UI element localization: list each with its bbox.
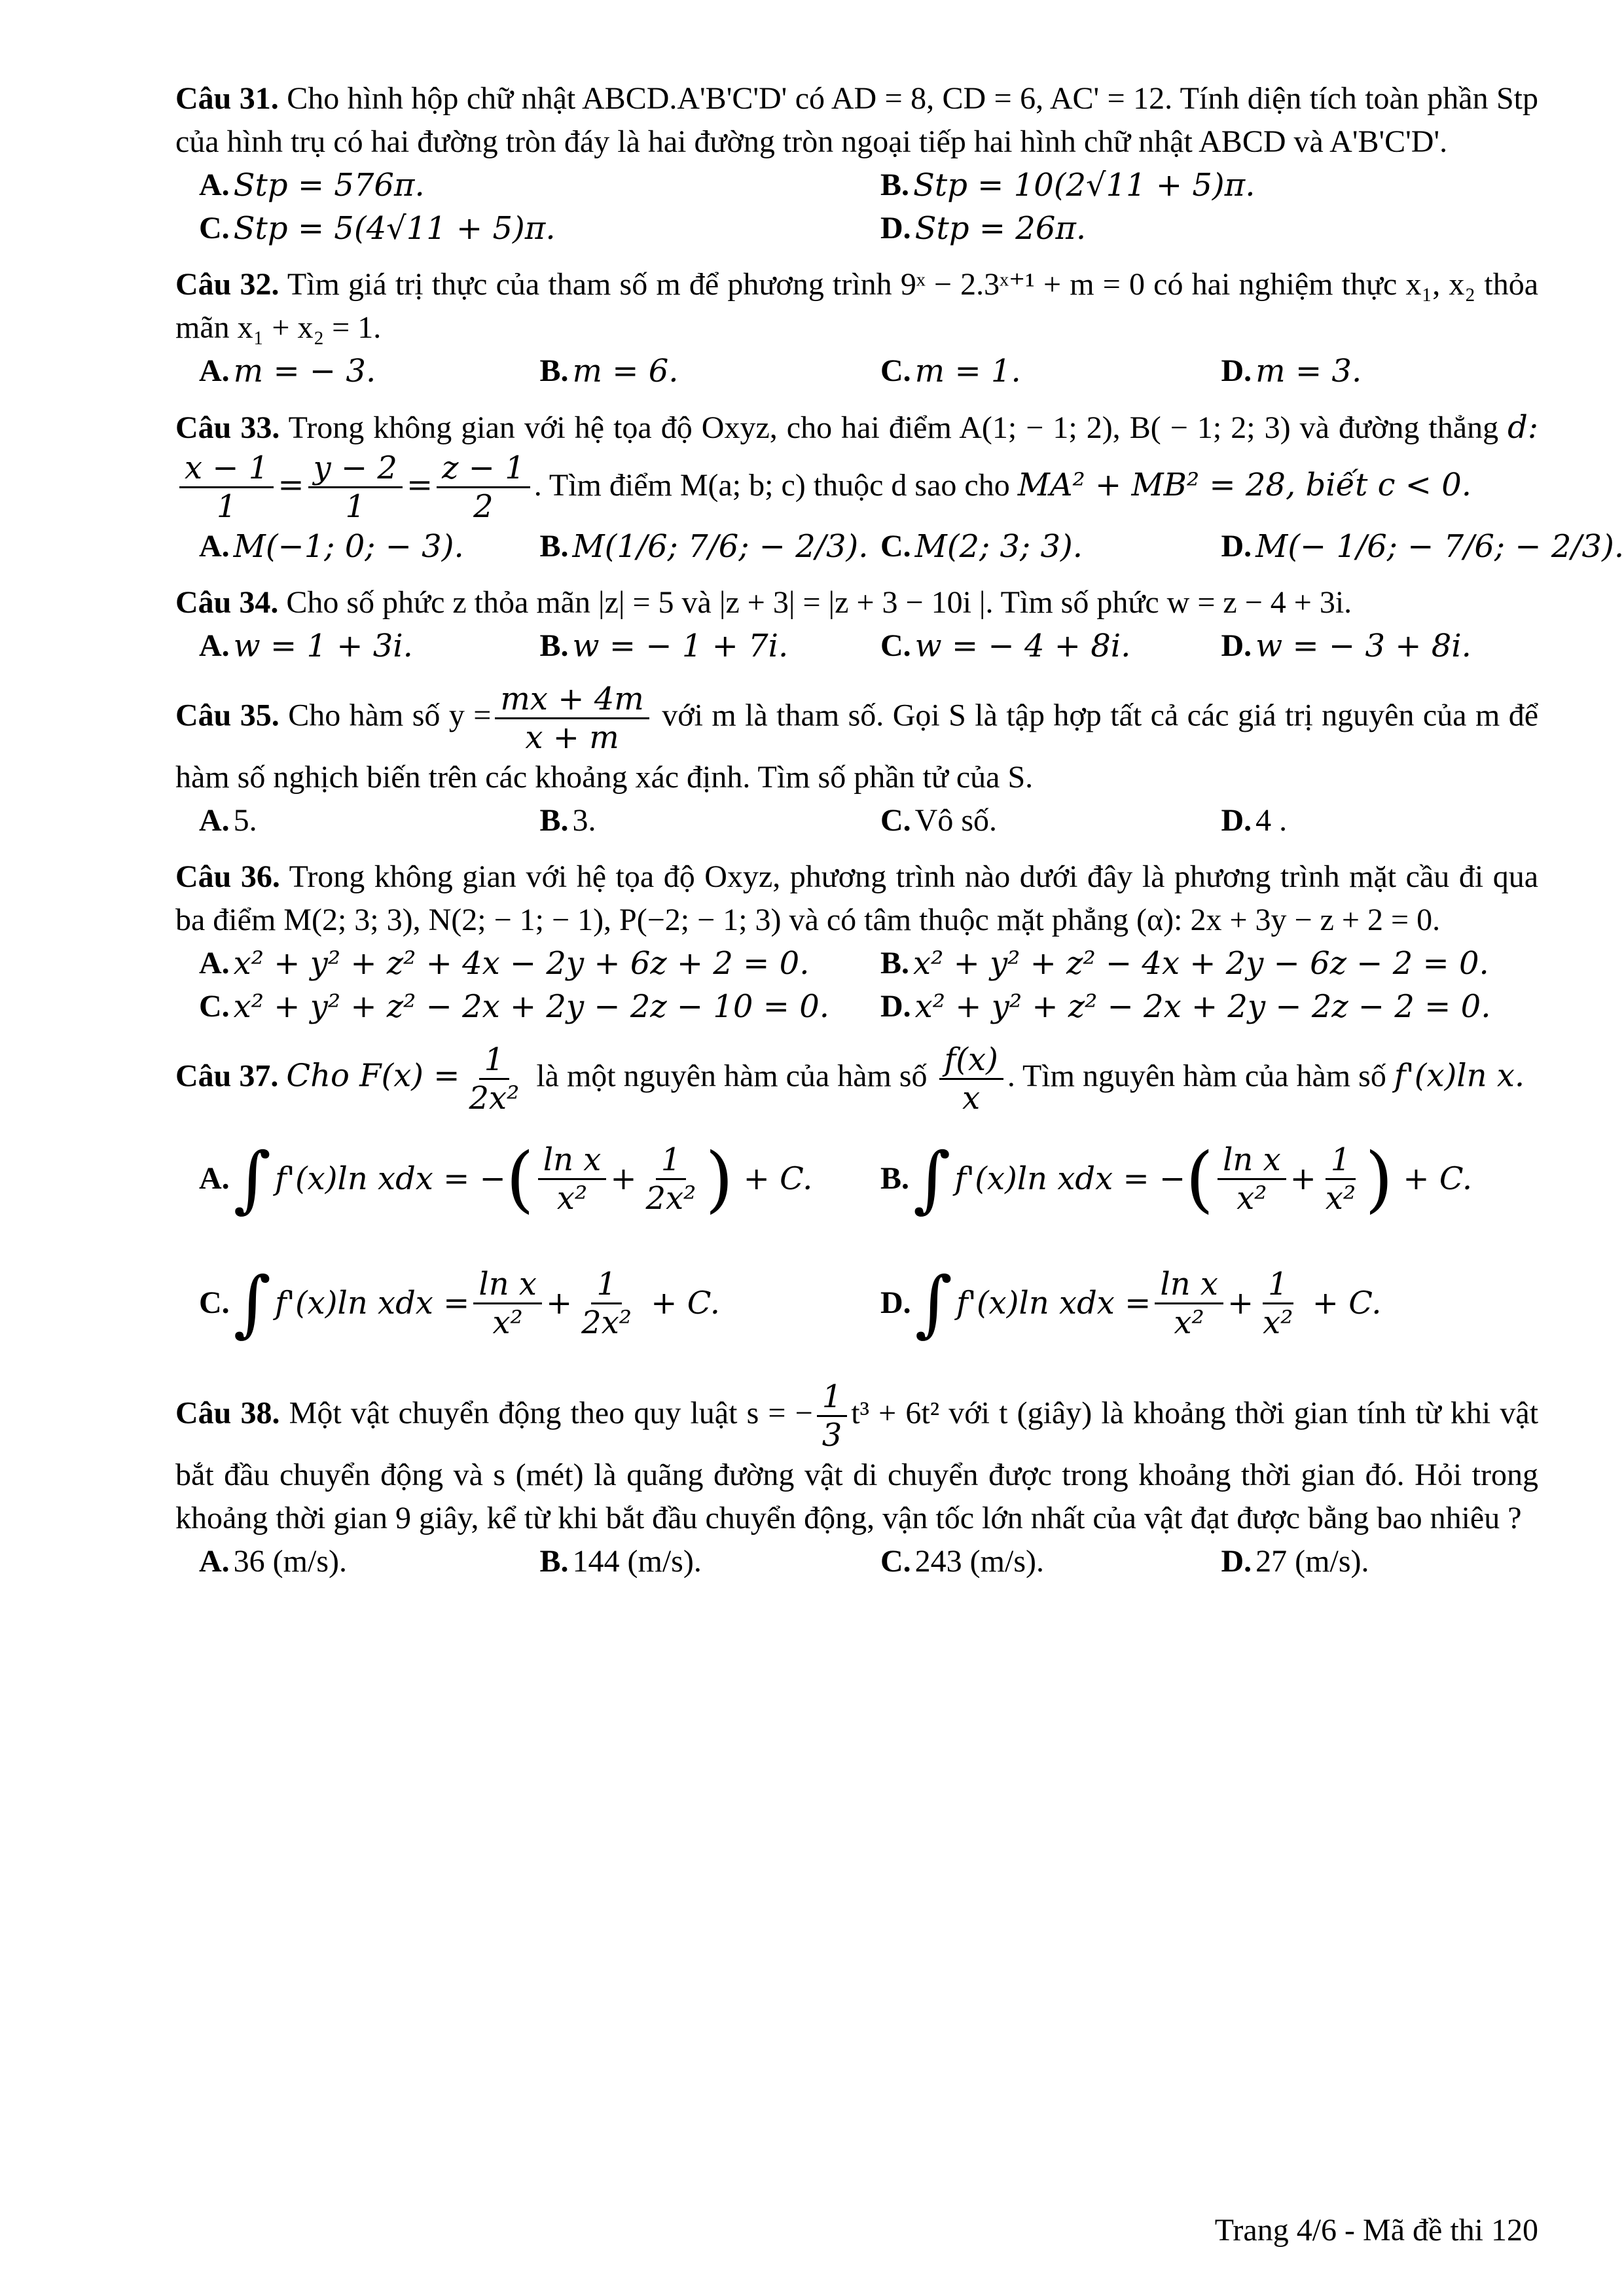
option-label: A. (199, 803, 230, 838)
question-38 (175, 1378, 1538, 1583)
fraction (179, 450, 274, 525)
numerator: z − 1 (437, 450, 530, 488)
numerator: mx + 4m (495, 681, 649, 719)
denominator: x² (1236, 1179, 1267, 1217)
question-33 (175, 406, 1624, 568)
option-label: C. (880, 803, 911, 838)
denominator: x² (1325, 1179, 1356, 1217)
option-text: 3. (572, 803, 596, 838)
fraction (939, 1041, 1003, 1117)
option-text: w = − 4 + 8i. (914, 628, 1131, 664)
integral-expression: ∫ f'(x)ln xdx = − ( $\frac{\text{ln x}}{\text{x²}}$ + $\frac{1}{\text{x²}}$ ) + C. (913, 1137, 1473, 1221)
option-text: m = 3. (1255, 353, 1362, 389)
question-text: . Tìm nguyên hàm của hàm số (1007, 1058, 1386, 1094)
denominator: 3 (821, 1417, 842, 1454)
fraction (495, 681, 649, 756)
option-a[interactable] (175, 1540, 516, 1583)
denominator: 2x² (469, 1080, 520, 1117)
option-b[interactable] (857, 1117, 1538, 1241)
numerator: f(x) (939, 1041, 1003, 1080)
option-label: A. (199, 529, 230, 564)
option-label: D. (1221, 529, 1252, 564)
option-d[interactable] (857, 207, 1538, 250)
right-paren-icon: ) (1365, 1137, 1394, 1221)
denominator: x + m (525, 719, 619, 756)
option-label: B. (539, 1544, 569, 1579)
numerator: 1 (817, 1378, 848, 1417)
option-label: D. (1221, 353, 1252, 388)
option-a[interactable] (175, 164, 857, 207)
option-b[interactable] (857, 164, 1538, 207)
option-b[interactable] (516, 624, 857, 668)
option-text: Stp = 10(2√11 + 5)π. (913, 167, 1255, 204)
page-footer: Trang 4/6 - Mã đề thi 120 (1214, 2213, 1538, 2248)
integral-icon: ∫ (233, 1261, 271, 1345)
integral-rhs: + C. (651, 1285, 721, 1321)
option-d[interactable] (1198, 525, 1624, 568)
option-c[interactable] (857, 350, 1198, 393)
option-text: M(−1; 0; − 3). (233, 528, 464, 565)
option-a[interactable] (175, 350, 516, 393)
option-label: B. (539, 529, 569, 564)
option-text: M(2; 3; 3). (914, 528, 1083, 565)
question-text: Trong không gian với hệ tọa độ Oxyz, phương trình nào dưới đây là phương trình mặt cầu đi qua ba điểm M(2; 3; 3), N(2; − 1; − 1), P(−2; − 1; 3) và có tâm thuộc mặt phẳng (α): 2x + 3y − z + 2 = 0. (175, 859, 1538, 937)
question-number: Câu 37. (175, 1058, 279, 1094)
option-a[interactable] (175, 1117, 857, 1241)
denominator: x² (1263, 1304, 1293, 1341)
integral-expression: ∫ f'(x)ln xdx = $\frac{\text{ln x}}{\text{x²}}$ + $\frac{1}{\text{x²}}$ + C. (914, 1261, 1382, 1345)
option-c[interactable] (857, 525, 1198, 568)
fraction (437, 450, 530, 525)
option-label: A. (199, 353, 230, 388)
option-text: M(1/6; 7/6; − 2/3). (572, 528, 869, 565)
option-text: w = − 3 + 8i. (1255, 628, 1471, 664)
option-label: B. (880, 168, 910, 202)
option-label: D. (880, 989, 911, 1024)
option-label: C. (880, 628, 911, 663)
question-text: Tìm giá trị thực của tham số m để phương trình 9ˣ − 2.3ˣ⁺¹ + m = 0 có hai nghiệm thực x₁, x₂ thỏa mãn x₁ + x₂ = 1. (175, 267, 1538, 345)
question-number: Câu 32. (175, 267, 280, 302)
option-text: 27 (m/s). (1255, 1544, 1369, 1579)
line-equation: d: $\frac{x - 1}{1}$ = $\frac{y - 2}{1}$ = $\frac{z - 1}{2}$ (175, 409, 1538, 503)
option-text: x² + y² + z² − 2x + 2y − 2z − 2 = 0. (914, 988, 1491, 1025)
numerator: 1 (1263, 1266, 1293, 1304)
option-text: M(− 1/6; − 7/6; − 2/3). (1255, 528, 1624, 565)
question-text: Một vật chuyển động theo quy luật s = − (289, 1395, 813, 1431)
option-label: C. (880, 353, 911, 388)
option-text: x² + y² + z² − 2x + 2y − 2z − 10 = 0. (233, 988, 829, 1025)
fraction (817, 1378, 848, 1454)
option-label: C. (880, 529, 911, 564)
option-label: D. (1221, 803, 1252, 838)
numerator: y − 2 (308, 450, 403, 488)
fraction (463, 1041, 524, 1117)
question-number: Câu 31. (175, 81, 279, 116)
question-number: Câu 33. (175, 410, 280, 445)
integral-lhs: f'(x)ln xdx = − (274, 1160, 506, 1197)
option-text: m = 6. (572, 353, 679, 389)
option-text: m = − 3. (233, 353, 376, 389)
option-label: C. (880, 1544, 911, 1579)
denominator: x (962, 1080, 981, 1117)
option-text: 144 (m/s). (572, 1544, 702, 1579)
option-a[interactable] (175, 624, 516, 668)
option-d[interactable] (1198, 350, 1539, 393)
integral-lhs: f'(x)ln xdx = (956, 1285, 1151, 1321)
option-label: A. (199, 168, 230, 202)
denominator: 2 (473, 488, 494, 525)
option-label: A. (199, 946, 230, 980)
option-c[interactable] (175, 207, 857, 250)
question-text: Cho F(x) = (286, 1057, 460, 1094)
right-paren-icon: ) (705, 1137, 734, 1221)
option-c[interactable] (175, 985, 857, 1028)
integral-expression: ∫ f'(x)ln xdx = − ( $\frac{\text{ln x}}{\text{x²}}$ + $\frac{1}{\text{2x²}}$ ) + C. (233, 1137, 813, 1221)
integral-icon: ∫ (233, 1137, 271, 1221)
option-d[interactable] (1198, 1540, 1539, 1583)
question-32 (175, 263, 1538, 393)
option-label: D. (1221, 1544, 1252, 1579)
option-d[interactable] (1198, 799, 1539, 842)
question-text: t³ + 6t² với t (giây) là khoảng thời gian (851, 1395, 1348, 1431)
integral-icon: ∫ (914, 1261, 952, 1345)
numerator: 1 (656, 1141, 687, 1180)
option-text: x² + y² + z² + 4x − 2y + 6z + 2 = 0. (233, 945, 810, 982)
option-label: D. (1221, 628, 1252, 663)
question-number: Câu 38. (175, 1395, 280, 1431)
option-label: A. (199, 1161, 230, 1196)
numerator: ln x (473, 1266, 542, 1304)
option-text: x² + y² + z² − 4x + 2y − 6z − 2 = 0. (913, 945, 1489, 982)
option-b[interactable] (516, 525, 869, 568)
option-label: B. (880, 1161, 910, 1196)
option-label: C. (199, 989, 230, 1024)
fraction (1257, 1266, 1298, 1341)
numerator: x − 1 (179, 450, 274, 488)
left-paren-icon: ( (505, 1137, 534, 1221)
integral-expression: ∫ f'(x)ln xdx = $\frac{\text{ln x}}{\text{x²}}$ + $\frac{1}{\text{2x²}}$ + C. (233, 1261, 721, 1345)
option-a[interactable] (175, 799, 516, 842)
option-text: w = − 1 + 7i. (572, 628, 789, 664)
option-c[interactable] (857, 624, 1198, 668)
question-text: Cho hình hộp chữ nhật ABCD.A'B'C'D' có AD = 8, CD = 6, AC' = 12. Tính diện tích toàn phần Stp của hình trụ có hai đường tròn đáy là hai đường tròn ngoại tiếp hai hình chữ nhật ABCD và A'B'C'D'. (175, 81, 1539, 159)
fraction (641, 1141, 702, 1217)
option-a[interactable] (175, 942, 857, 985)
option-text: w = 1 + 3i. (233, 628, 413, 664)
integral-lhs: f'(x)ln xdx = − (954, 1160, 1186, 1197)
integral-lhs: f'(x)ln xdx = (274, 1285, 470, 1321)
option-text: Stp = 5(4√11 + 5)π. (233, 210, 556, 247)
denominator: 2x² (645, 1179, 696, 1217)
option-text: 4 . (1255, 803, 1288, 838)
option-b[interactable] (516, 1540, 857, 1583)
question-number: Câu 35. (175, 698, 280, 733)
question-text: MA² + MB² = 28, biết c < 0. (1017, 467, 1472, 503)
integral-rhs: + C. (1403, 1160, 1473, 1197)
denominator: 2x² (581, 1304, 632, 1341)
option-b[interactable] (857, 942, 1538, 985)
option-label: A. (199, 1544, 230, 1579)
option-text: m = 1. (914, 353, 1021, 389)
exam-page (175, 77, 1624, 1596)
option-label: B. (880, 946, 910, 980)
option-label: C. (199, 1285, 230, 1320)
option-c[interactable] (175, 1241, 857, 1365)
fraction (1218, 1141, 1286, 1217)
question-text: Trong không gian với hệ tọa độ Oxyz, cho hai điểm A(1; − 1; 2), B( − 1; 2; 3) và đường thẳng (288, 410, 1499, 445)
numerator: 1 (479, 1041, 510, 1080)
option-a[interactable] (175, 525, 516, 568)
question-text: tính từ khi vật bắt đầu chuyển động và s (mét) là quãng đường vật di chuyển được trong khoảng thời gian đó. Hỏi trong khoảng thời gian 9 giây, kể từ khi bắt đầu chuyển động, vận tốc lớn nhất của vật đạt được bằng bao nhiêu ? (175, 1395, 1539, 1535)
question-number: Câu 36. (175, 859, 280, 894)
integral-icon: ∫ (913, 1137, 951, 1221)
fraction (308, 450, 403, 525)
integral-rhs: + C. (1312, 1285, 1382, 1321)
question-31 (175, 77, 1538, 250)
denominator: x² (1174, 1304, 1204, 1341)
left-paren-icon: ( (1185, 1137, 1214, 1221)
option-d[interactable] (857, 985, 1538, 1028)
option-text: 5. (233, 803, 257, 838)
question-text: Cho số phức z thỏa mãn |z| = 5 và |z + 3| = |z + 3 − 10i |. Tìm số phức w = z − 4 + 3i. (286, 585, 1352, 620)
option-d[interactable] (1198, 624, 1539, 668)
option-label: A. (199, 628, 230, 663)
fraction (473, 1266, 542, 1341)
denominator: 1 (345, 488, 366, 525)
line-prefix: d: (1507, 409, 1539, 446)
option-text: 243 (m/s). (914, 1544, 1044, 1579)
option-d[interactable] (857, 1241, 1538, 1365)
denominator: 1 (216, 488, 237, 525)
fraction (576, 1266, 637, 1341)
fraction (1155, 1266, 1223, 1341)
denominator: x² (492, 1304, 523, 1341)
question-36 (175, 855, 1538, 1028)
question-text: f'(x)ln x. (1394, 1057, 1525, 1094)
option-text: Stp = 576π. (233, 167, 425, 204)
option-label: B. (539, 803, 569, 838)
question-text: . Tìm điểm M(a; b; c) thuộc d sao cho (533, 468, 1010, 503)
question-34 (175, 581, 1538, 668)
option-b[interactable] (516, 799, 857, 842)
option-text: Vô số. (914, 803, 998, 838)
denominator: x² (556, 1179, 588, 1217)
numerator: 1 (591, 1266, 622, 1304)
option-text: 36 (m/s). (233, 1544, 347, 1579)
option-label: B. (539, 353, 569, 388)
option-label: D. (880, 1285, 911, 1320)
option-label: D. (880, 211, 911, 245)
option-c[interactable] (857, 1540, 1198, 1583)
question-37 (175, 1041, 1538, 1365)
question-35 (175, 681, 1538, 842)
numerator: 1 (1326, 1141, 1356, 1180)
option-b[interactable] (516, 350, 857, 393)
option-text: Stp = 26π. (914, 210, 1087, 247)
option-c[interactable] (857, 799, 1198, 842)
question-text: là một nguyên hàm của hàm số (536, 1058, 928, 1094)
integral-rhs: + C. (743, 1160, 813, 1197)
question-text: Cho hàm số y = (288, 698, 492, 733)
question-number: Câu 34. (175, 585, 279, 620)
option-label: C. (199, 211, 230, 245)
fraction (538, 1141, 607, 1217)
option-label: B. (539, 628, 569, 663)
question-text: với m là tham số. Gọi S là tập hợp tất cả các giá trị nguyên của m để hàm số nghịch biến trên các khoảng xác định. Tìm số phần tử của S. (175, 698, 1539, 795)
fraction (1320, 1141, 1361, 1217)
numerator: ln x (1155, 1266, 1223, 1304)
numerator: ln x (538, 1141, 607, 1180)
numerator: ln x (1218, 1141, 1286, 1180)
